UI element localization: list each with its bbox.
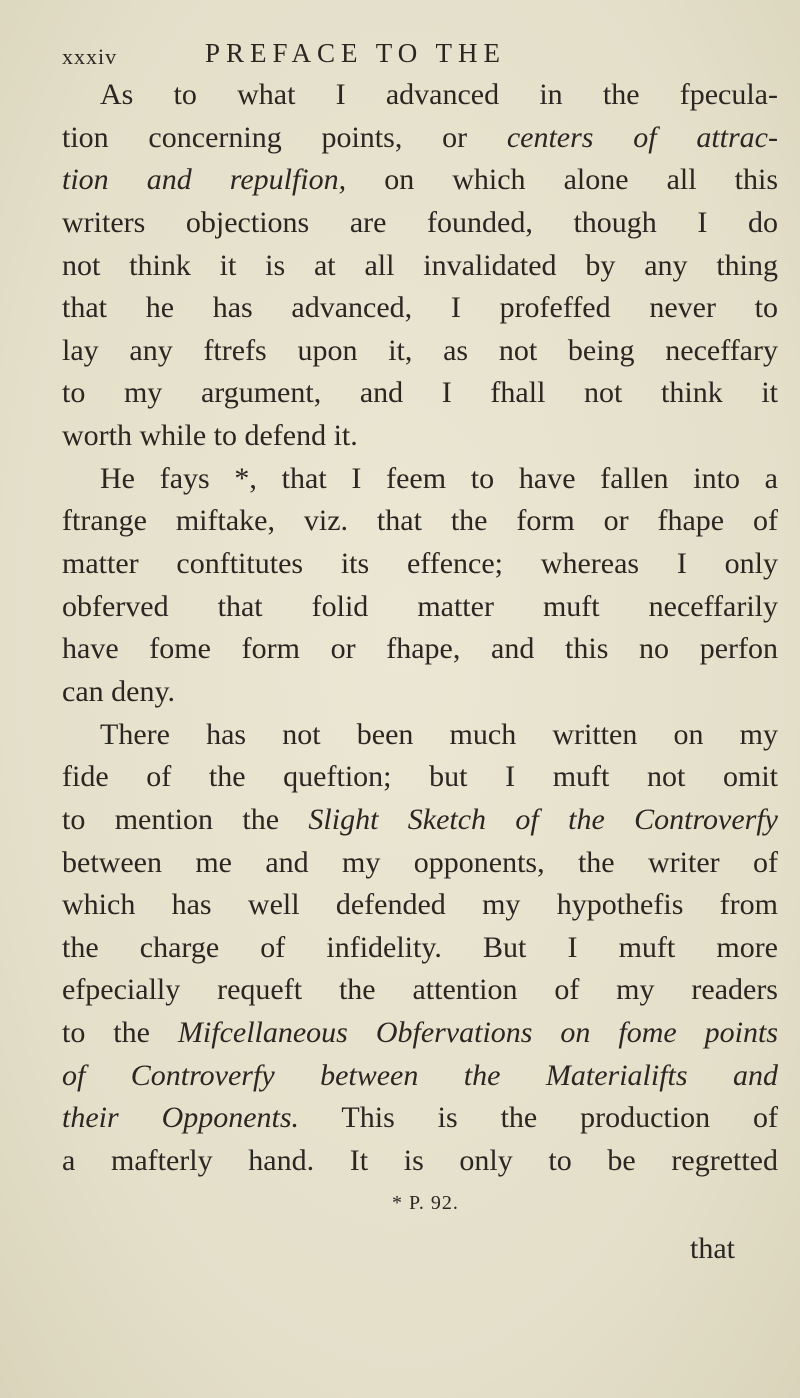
- text-line: [62, 330, 778, 373]
- text-segment: between me and my opponents, the writer of: [62, 845, 778, 879]
- text-segment: that he has advanced, I profeffed never to: [62, 291, 778, 325]
- text-segment: worth while to defend it.: [62, 419, 358, 453]
- text-segment: to my argument, and I fhall not think it: [62, 376, 778, 410]
- text-line: [62, 287, 778, 330]
- text-segment: writers objections are founded, though I do: [62, 205, 778, 239]
- text-segment: efpecially requeft the attention of my readers: [62, 973, 778, 1007]
- text-segment: to mention the: [62, 802, 309, 836]
- text-line: [62, 884, 778, 927]
- page-number: xxxiv: [62, 44, 118, 69]
- text-segment: This is the production of: [299, 1101, 778, 1135]
- text-line: [62, 458, 778, 501]
- text-line: [62, 543, 778, 586]
- text-line: [62, 372, 778, 415]
- running-title: PREFACE TO THE: [205, 38, 507, 68]
- text-line: [62, 714, 778, 757]
- text-line: [62, 117, 778, 160]
- text-line: [62, 1012, 778, 1055]
- text-segment: the charge of infidelity. But I muft more: [62, 930, 778, 964]
- text-segment: As to what I advanced in the fpecula-: [100, 78, 778, 111]
- text-line: [62, 628, 778, 671]
- text-segment: to the: [62, 1016, 178, 1050]
- text-line: [62, 245, 778, 288]
- text-segment: have fome form or fhape, and this no perfon: [62, 632, 778, 666]
- text-segment: not think it is at all invalidated by any thing: [62, 248, 778, 282]
- italic-title-text: Mifcellaneous Obfervations on fome points: [177, 1016, 778, 1050]
- italic-title-text: centers of attrac-: [506, 120, 778, 154]
- text-line: [62, 671, 778, 714]
- catchword: that: [690, 1232, 735, 1265]
- text-segment: ftrange miftake, viz. that the form or fhape of: [62, 504, 778, 538]
- text-segment: lay any ftrefs upon it, as not being neceffary: [62, 333, 778, 367]
- text-segment: matter conftitutes its effence; whereas I only: [62, 547, 778, 581]
- text-segment: which has well defended my hypothefis from: [62, 888, 778, 922]
- text-line: [62, 756, 778, 799]
- footnote: * P. 92.: [392, 1192, 459, 1214]
- text-line: [62, 969, 778, 1012]
- text-line: [62, 842, 778, 885]
- text-line: [62, 927, 778, 970]
- text-line: [62, 586, 778, 629]
- italic-title-text: of Controverfy between the Materialifts and: [62, 1058, 778, 1092]
- text-segment: a mafterly hand. It is only to be regretted: [62, 1144, 778, 1178]
- text-line: [62, 1097, 778, 1140]
- text-segment: fide of the queftion; but I muft not omit: [62, 760, 778, 794]
- italic-title-text: tion and repulfion,: [62, 163, 347, 197]
- text-line: [62, 1140, 778, 1183]
- text-line: [62, 159, 778, 202]
- text-segment: There has not been much written on my: [100, 717, 778, 751]
- text-segment: He fays *, that I feem to have fallen into a: [100, 461, 778, 495]
- text-segment: on which alone all this: [346, 163, 778, 197]
- text-segment: obferved that folid matter muft neceffarily: [62, 589, 778, 623]
- text-line: [62, 202, 778, 245]
- text-segment: tion concerning points, or: [62, 120, 507, 154]
- text-line: [62, 500, 778, 543]
- text-line: [62, 1055, 778, 1098]
- text-segment: can deny.: [62, 674, 175, 708]
- text-line: [62, 74, 778, 117]
- text-line: [62, 799, 778, 842]
- text-line: [62, 415, 778, 458]
- italic-title-text: Slight Sketch of the Controverfy: [308, 802, 778, 836]
- italic-title-text: their Opponents.: [62, 1101, 300, 1135]
- body-text: [62, 74, 778, 1183]
